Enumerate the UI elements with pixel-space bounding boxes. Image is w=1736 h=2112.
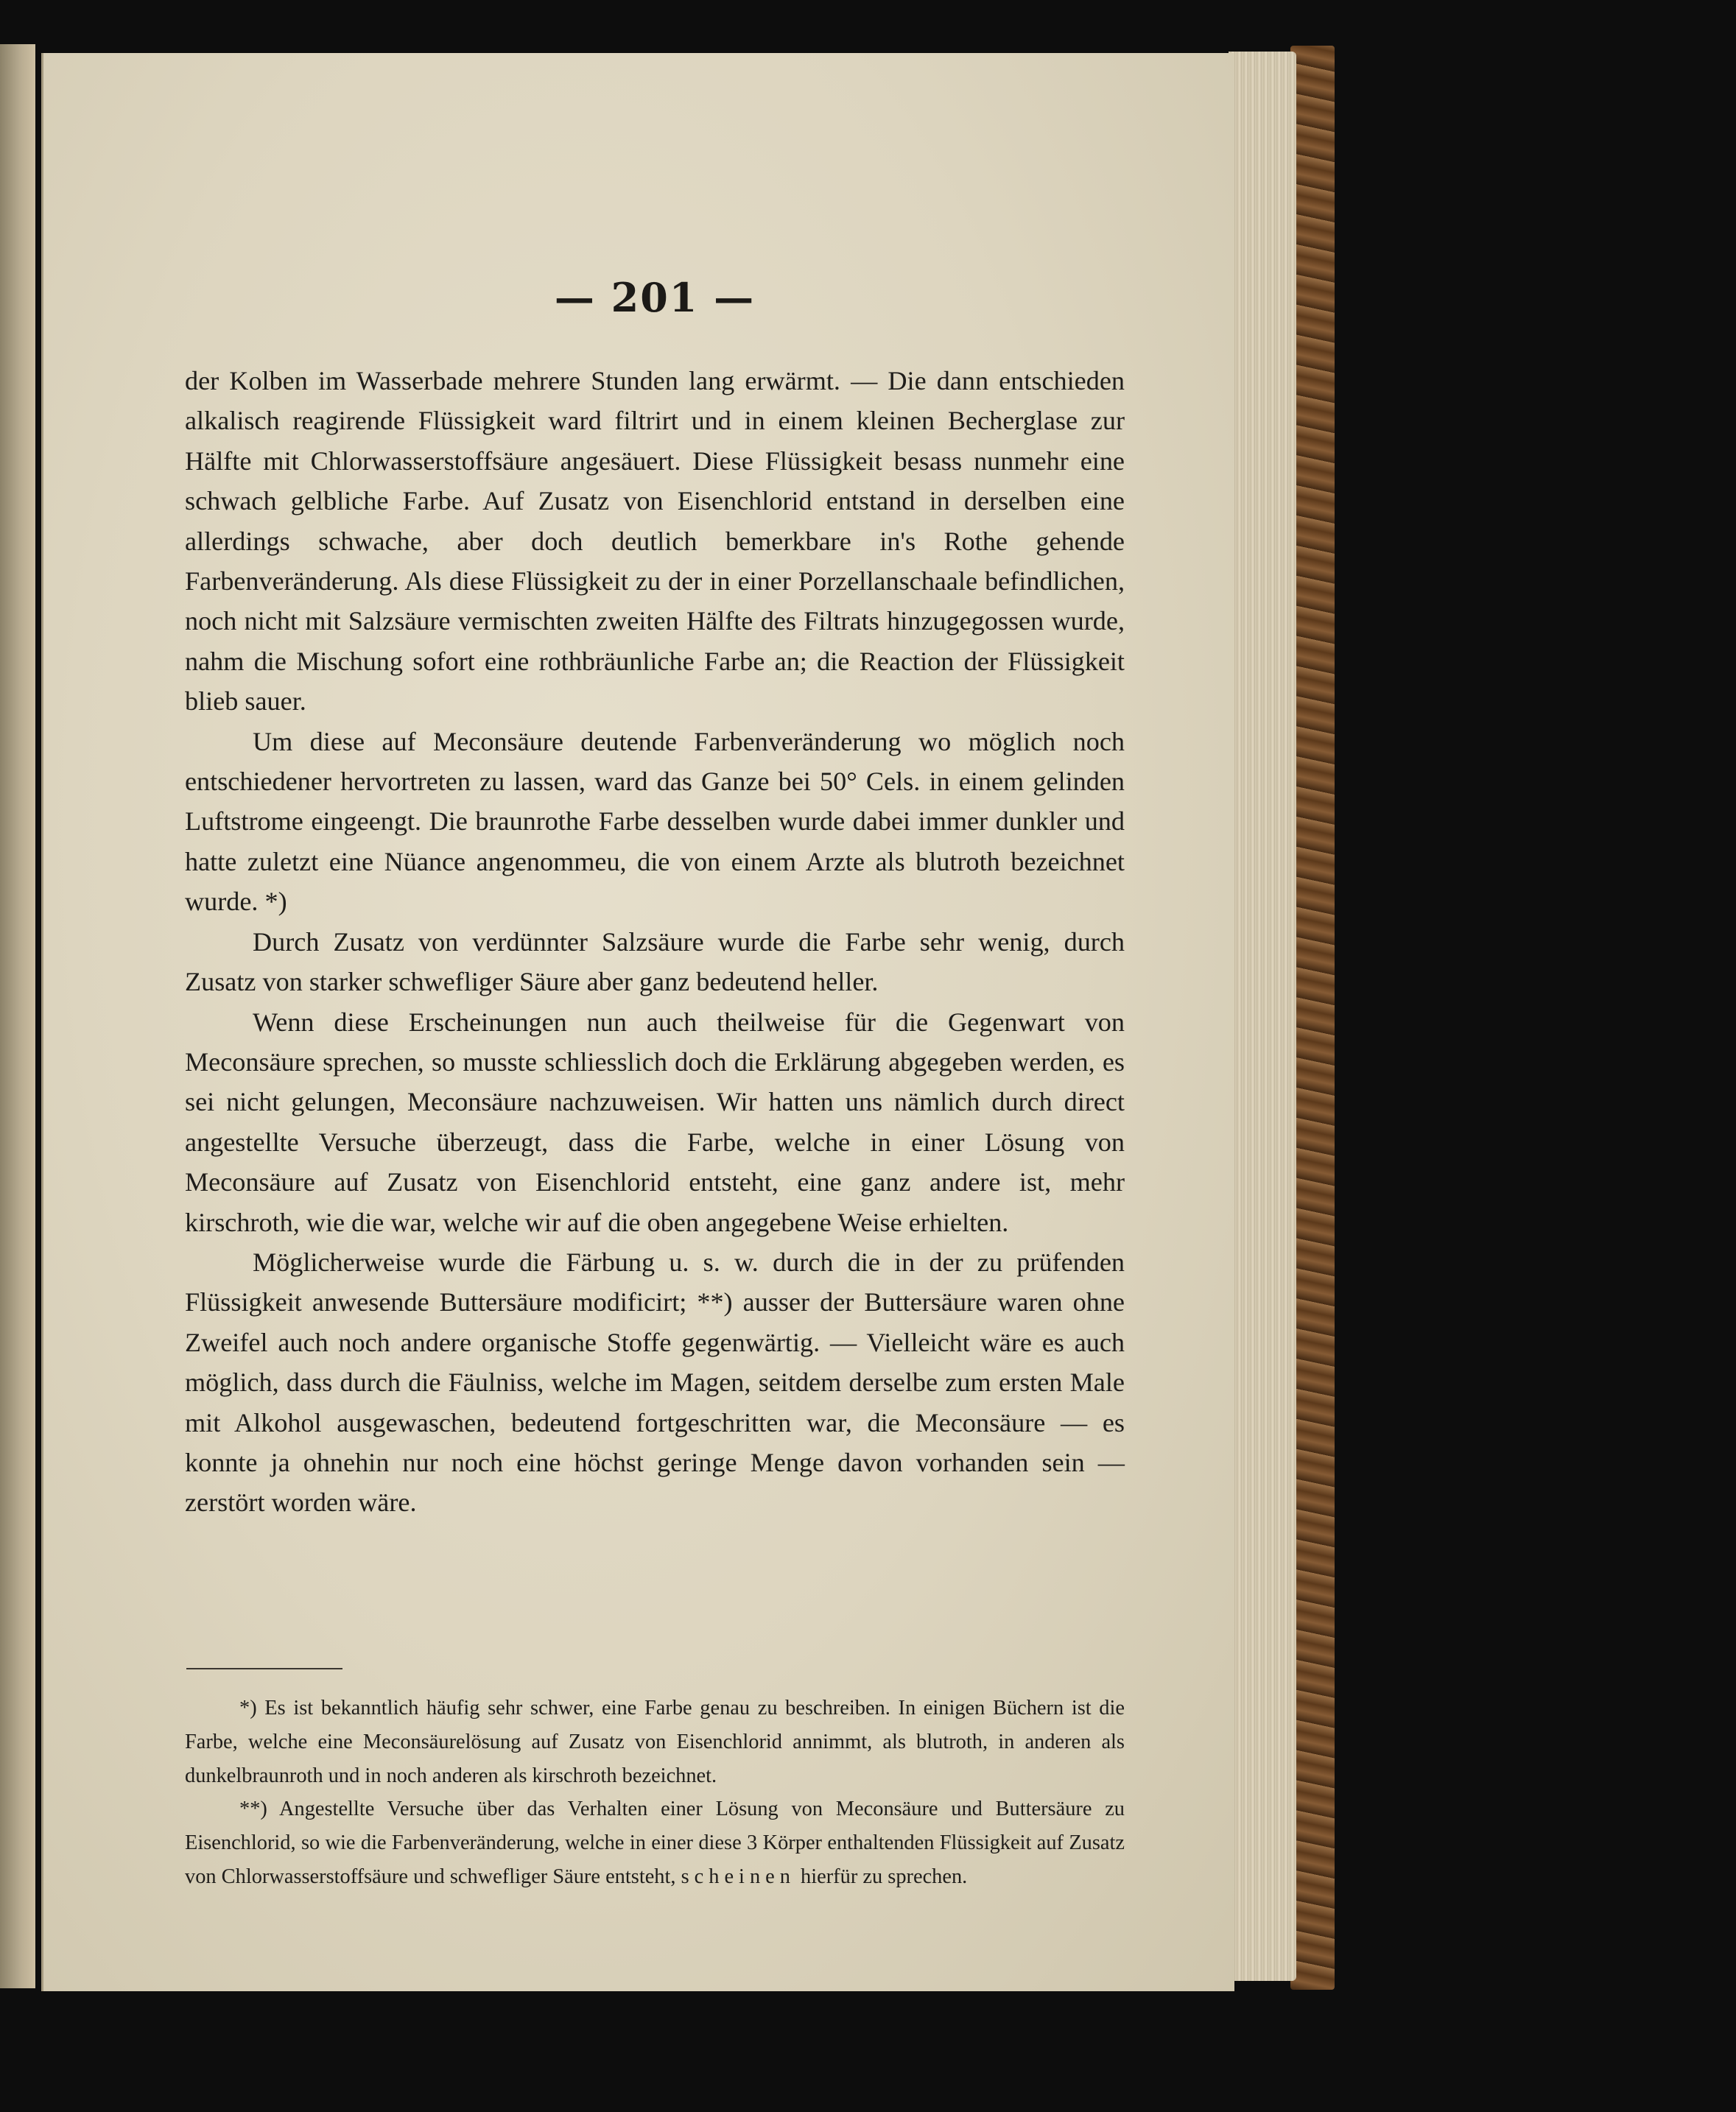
book-page [41,53,1234,1991]
book-cover-board [1290,46,1335,1990]
page-number: — 201 — [554,274,756,321]
footnotes [185,1692,1125,1894]
page-edge-stack [1229,52,1296,1981]
paragraph-5: Möglicherweise wurde die Färbung u. s. w. durch die in der zu prüfenden Flüssigkeit anwesende Buttersäure modificirt; **) ausser der Buttersäure waren ohne Zweifel auch noch andere organische Stoffe gegenwärtig. — Vielleicht wäre es auch möglich, dass durch die Fäulniss, welche im Magen, seitdem derselbe zum ersten Male mit Alkohol ausgewaschen, bedeutend fortgeschritten war, die Meconsäure — es konnte ja ohnehin nur noch eine höchst geringe Menge davon vorhanden sein — zerstört worden wäre. [185,1247,1125,1518]
paragraph-4: Wenn diese Erscheinungen nun auch theilweise für die Gegenwart von Meconsäure sprechen, so musste schliesslich doch die Erklärung abgegeben werden, es sei nicht gelungen, Meconsäure nachzuweisen. Wir hatten uns nämlich durch direct angestellte Versuche überzeugt, dass die Farbe, welche in einer Lösung von Meconsäure auf Zusatz von Eisenchlorid entsteht, eine ganz andere ist, mehr kirschroth, wie die war, welche wir auf die oben angegebene Weise erhielten. [185,1007,1125,1237]
facing-page-edge [0,44,35,1988]
paragraph-2: Um diese auf Meconsäure deutende Farbenveränderung wo möglich noch entschiedener hervortreten zu lassen, ward das Ganze bei 50° Cels. in einem gelinden Luftstrome eingeengt. Die braunrothe Farbe desselben wurde dabei immer dunkler und hatte zuletzt eine Nüance angenommeu, die von einem Arzte als blutroth bezeichnet wurde. *) [185,726,1125,917]
body-text [185,361,1125,1523]
footnote-divider [186,1668,342,1669]
footnote-2-end: hierfür zu sprechen. [801,1865,968,1888]
footnote-2-text: **) Angestellte Versuche über das Verhalten einer Lösung von Meconsäure und Buttersäure zu Eisenchlorid, so wie die Farbenveränderung, welche in einer diese 3 Körper enthaltenden Flüssigkeit auf Zusatz von Chlorwasserstoffsäure und schwefliger Säure entsteht, [185,1798,1125,1888]
footnote-2-spaced-word: scheinen [681,1865,795,1888]
paragraph-3: Durch Zusatz von verdünnter Salzsäure wurde die Farbe sehr wenig, durch Zusatz von starker schwefliger Säure aber ganz bedeutend heller. [185,926,1125,997]
paragraph-1: der Kolben im Wasserbade mehrere Stunden lang erwärmt. — Die dann entschieden alkalisch reagirende Flüssigkeit ward filtrirt und in einem kleinen Becherglase zur Hälfte mit Chlorwasserstoffsäure angesäuert. Diese Flüssigkeit besass nunmehr eine schwach gelbliche Farbe. Auf Zusatz von Eisenchlorid entstand in derselben eine allerdings schwache, aber doch deutlich bemerkbare in's Rothe gehende Farbenveränderung. Als diese Flüssigkeit zu der in einer Porzellanschaale befindlichen, noch nicht mit Salzsäure vermischten zweiten Hälfte des Filtrats hinzugegossen wurde, nahm die Mischung sofort eine rothbräunliche Farbe an; die Reaction der Flüssigkeit blieb sauer. [185,366,1125,717]
footnote-2 [185,1792,1125,1893]
footnote-1: *) Es ist bekanntlich häufig sehr schwer, eine Farbe genau zu beschreiben. In einigen Büchern ist die Farbe, welche eine Meconsäurelösung auf Zusatz von Eisenchlorid annimmt, als blutroth, in anderen als dunkelbraunroth und in noch anderen als kirschroth bezeichnet. [185,1697,1125,1787]
